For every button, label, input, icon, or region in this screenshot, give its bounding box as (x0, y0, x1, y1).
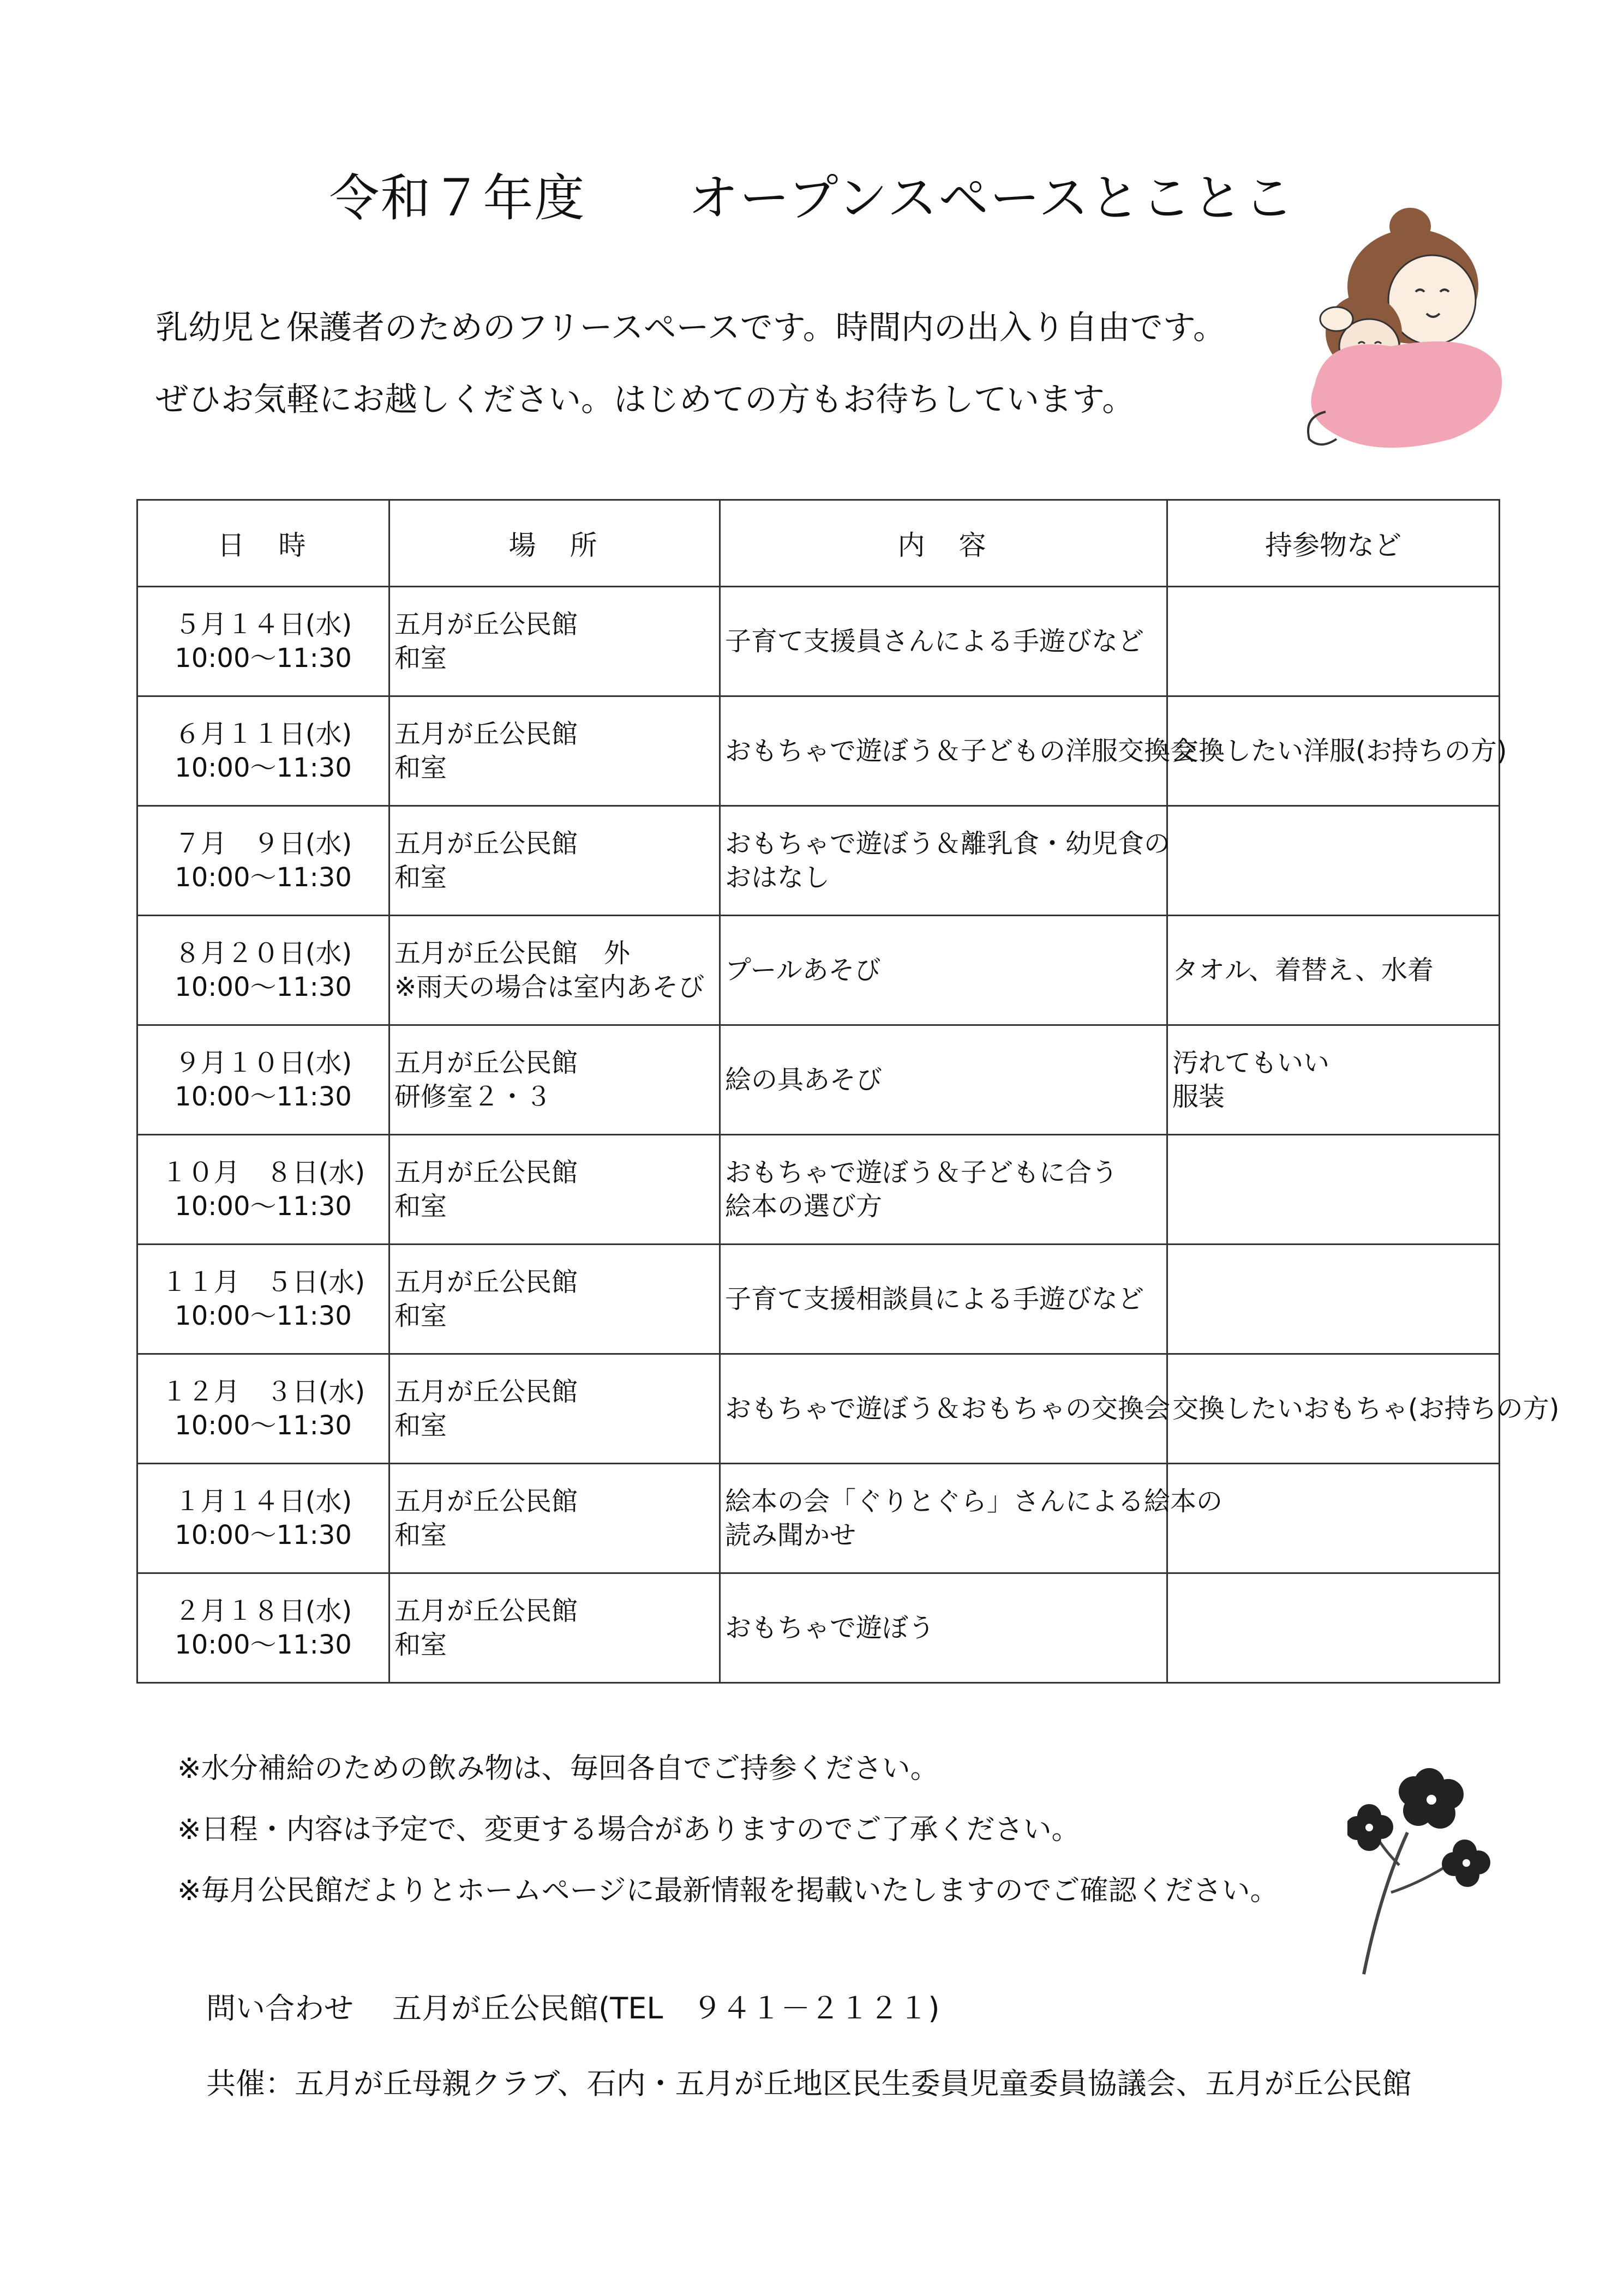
schedule-table (136, 499, 1560, 1684)
cell-items-line: タオル、着替え、水着 (1172, 955, 1434, 985)
schedule-body (137, 587, 1560, 1683)
cell-items (1167, 1135, 1500, 1245)
table-row (137, 1025, 1500, 1135)
cell-place-line: 和室 (394, 1191, 447, 1222)
cell-items-line: 汚れてもいい (1172, 1048, 1330, 1078)
mother-hugging-baby-illustration (1293, 205, 1506, 450)
cell-content-line: 絵の具あそび (725, 1065, 883, 1095)
cell-place-line: 五月が丘公民館 (394, 1596, 578, 1626)
cell-items (1167, 587, 1500, 696)
cell-items (1167, 1464, 1500, 1573)
cell-place (389, 1573, 720, 1683)
cell-datetime (137, 1354, 389, 1464)
cell-items (1167, 1245, 1500, 1354)
note-item: ※毎月公民館だよりとホームページに最新情報を掲載いたしますのでご確認ください。 (177, 1874, 1279, 1907)
header-content: 内 容 (720, 500, 1167, 587)
time-text: 10:00～11:30 (175, 1410, 352, 1441)
cell-place-line: 和室 (394, 862, 447, 893)
cell-items-line: 交換したい洋服(お持ちの方) (1172, 736, 1507, 766)
note-item: ※水分補給のための飲み物は、毎回各自でご持参ください。 (177, 1752, 939, 1785)
cell-content-line: 子育て支援員さんによる手遊びなど (725, 626, 1144, 657)
time-text: 10:00～11:30 (175, 972, 352, 1002)
cell-items (1167, 1354, 1560, 1464)
cell-content (720, 696, 1197, 806)
table-row (137, 1573, 1500, 1683)
cell-place-line: 五月が丘公民館 (394, 828, 578, 859)
cell-content (720, 1354, 1171, 1464)
cell-content-line: 読み聞かせ (725, 1520, 856, 1550)
date-text: ６月１１日(水) (174, 719, 352, 749)
intro-line: ぜひお気軽にお越しください。はじめての方もお待ちしています。 (155, 381, 1135, 419)
cell-content-line: おもちゃで遊ぼう＆離乳食・幼児食の (725, 828, 1171, 859)
black-flower-illustration (1347, 1751, 1495, 1980)
cell-place-line: 五月が丘公民館 (394, 1157, 578, 1188)
cohost-line: 共催：五月が丘母親クラブ、石内・五月が丘地区民生委員児童委員協議会、五月が丘公民館 (206, 2066, 1412, 2101)
date-text: １月１４日(水) (174, 1486, 352, 1517)
cell-datetime (137, 1573, 389, 1683)
cell-place (389, 916, 720, 1025)
table-row (137, 1464, 1500, 1573)
cell-place (389, 1025, 720, 1135)
cell-place (389, 1464, 720, 1573)
time-text: 10:00～11:30 (175, 1081, 352, 1112)
cell-content (720, 1464, 1223, 1573)
cell-datetime (137, 1025, 389, 1135)
table-row (137, 806, 1500, 916)
cell-place-line: 和室 (394, 643, 447, 674)
cell-items (1167, 1025, 1500, 1135)
table-row (137, 916, 1500, 1025)
cell-content-line: 子育て支援相談員による手遊びなど (725, 1284, 1144, 1314)
time-text: 10:00～11:30 (175, 643, 352, 674)
time-text: 10:00～11:30 (175, 753, 352, 783)
cell-items (1167, 806, 1500, 916)
cell-content-line: おもちゃで遊ぼう＆子どもに合う (725, 1157, 1118, 1188)
page-title: 令和７年度 オープンスペースとことこ (329, 169, 1295, 227)
cell-content-line: おもちゃで遊ぼう＆子どもの洋服交換会 (725, 736, 1197, 766)
date-text: １２月 ３日(水) (161, 1377, 365, 1407)
cell-place-line: 和室 (394, 1410, 447, 1441)
note-item: ※日程・内容は予定で、変更する場合がありますのでご了承ください。 (177, 1813, 1080, 1846)
cell-place-line: 和室 (394, 753, 447, 783)
notes (177, 1745, 1279, 1928)
table-row (137, 1354, 1500, 1464)
time-text: 10:00～11:30 (175, 1520, 352, 1550)
cell-place-line: 五月が丘公民館 (394, 1486, 578, 1517)
cell-place-line: 研修室２・３ (394, 1081, 552, 1112)
table-row (137, 587, 1500, 696)
cell-content (720, 916, 1167, 1025)
date-text: ７月 ９日(水) (174, 828, 352, 859)
cell-items (1167, 916, 1500, 1025)
cell-content (720, 1135, 1167, 1245)
cell-place (389, 587, 720, 696)
cell-items (1167, 696, 1507, 806)
cell-place (389, 1245, 720, 1354)
date-text: ５月１４日(水) (174, 609, 352, 640)
cell-place-line: 和室 (394, 1520, 447, 1550)
date-text: １１月 ５日(水) (161, 1267, 365, 1297)
cell-content-line: 絵本の選び方 (725, 1191, 883, 1222)
header-items: 持参物など (1167, 500, 1500, 587)
cell-place-line: 和室 (394, 1630, 447, 1660)
table-row (137, 1135, 1500, 1245)
cell-content-line: おもちゃで遊ぼう＆おもちゃの交換会 (725, 1393, 1171, 1424)
header-datetime: 日 時 (137, 500, 389, 587)
cell-place (389, 696, 720, 806)
cell-content (720, 1245, 1167, 1354)
date-text: １０月 ８日(水) (161, 1157, 365, 1188)
cell-place-line: 五月が丘公民館 (394, 1267, 578, 1297)
header-place: 場 所 (389, 500, 720, 587)
cell-items-line: 服装 (1172, 1081, 1225, 1112)
table-row (137, 1245, 1500, 1354)
intro-text (155, 292, 1226, 436)
cell-place-line: 五月が丘公民館 外 (394, 938, 631, 969)
time-text: 10:00～11:30 (175, 1630, 352, 1660)
cell-content-line: おもちゃで遊ぼう (725, 1613, 935, 1643)
time-text: 10:00～11:30 (175, 1191, 352, 1222)
cell-datetime (137, 1135, 389, 1245)
cell-content-line: プールあそび (725, 955, 881, 985)
cell-content (720, 587, 1167, 696)
cell-place (389, 1135, 720, 1245)
cell-content (720, 1025, 1167, 1135)
cell-content (720, 1573, 1167, 1683)
cell-place-line: 五月が丘公民館 (394, 1048, 578, 1078)
cell-datetime (137, 1464, 389, 1573)
intro-line: 乳幼児と保護者のためのフリースペースです。時間内の出入り自由です。 (155, 309, 1226, 347)
cell-place-line: 五月が丘公民館 (394, 1377, 578, 1407)
table-row (137, 696, 1500, 806)
time-text: 10:00～11:30 (175, 1301, 352, 1331)
inquiry-line: 問い合わせ 五月が丘公民館(TEL ９４１－２１２１) (206, 1991, 940, 2025)
table-header-row (137, 500, 1500, 587)
date-text: ２月１８日(水) (174, 1596, 352, 1626)
cell-datetime (137, 587, 389, 696)
time-text: 10:00～11:30 (175, 862, 352, 893)
contact-info (206, 1985, 1412, 2136)
cell-place-line: 和室 (394, 1301, 447, 1331)
date-text: ９月１０日(水) (174, 1048, 352, 1078)
cell-place (389, 806, 720, 916)
cell-place (389, 1354, 720, 1464)
cell-datetime (137, 916, 389, 1025)
cell-content (720, 806, 1171, 916)
cell-content-line: 絵本の会「ぐりとぐら」さんによる絵本の (725, 1486, 1223, 1517)
cell-datetime (137, 1245, 389, 1354)
cell-items (1167, 1573, 1500, 1683)
cell-place-line: 五月が丘公民館 (394, 609, 578, 640)
cell-items-line: 交換したいおもちゃ(お持ちの方) (1172, 1393, 1560, 1424)
date-text: ８月２０日(水) (174, 938, 352, 969)
cell-content-line: おはなし (725, 862, 830, 893)
cell-datetime (137, 806, 389, 916)
cell-place-line: ※雨天の場合は室内あそび (394, 972, 705, 1002)
cell-datetime (137, 696, 389, 806)
cell-place-line: 五月が丘公民館 (394, 719, 578, 749)
